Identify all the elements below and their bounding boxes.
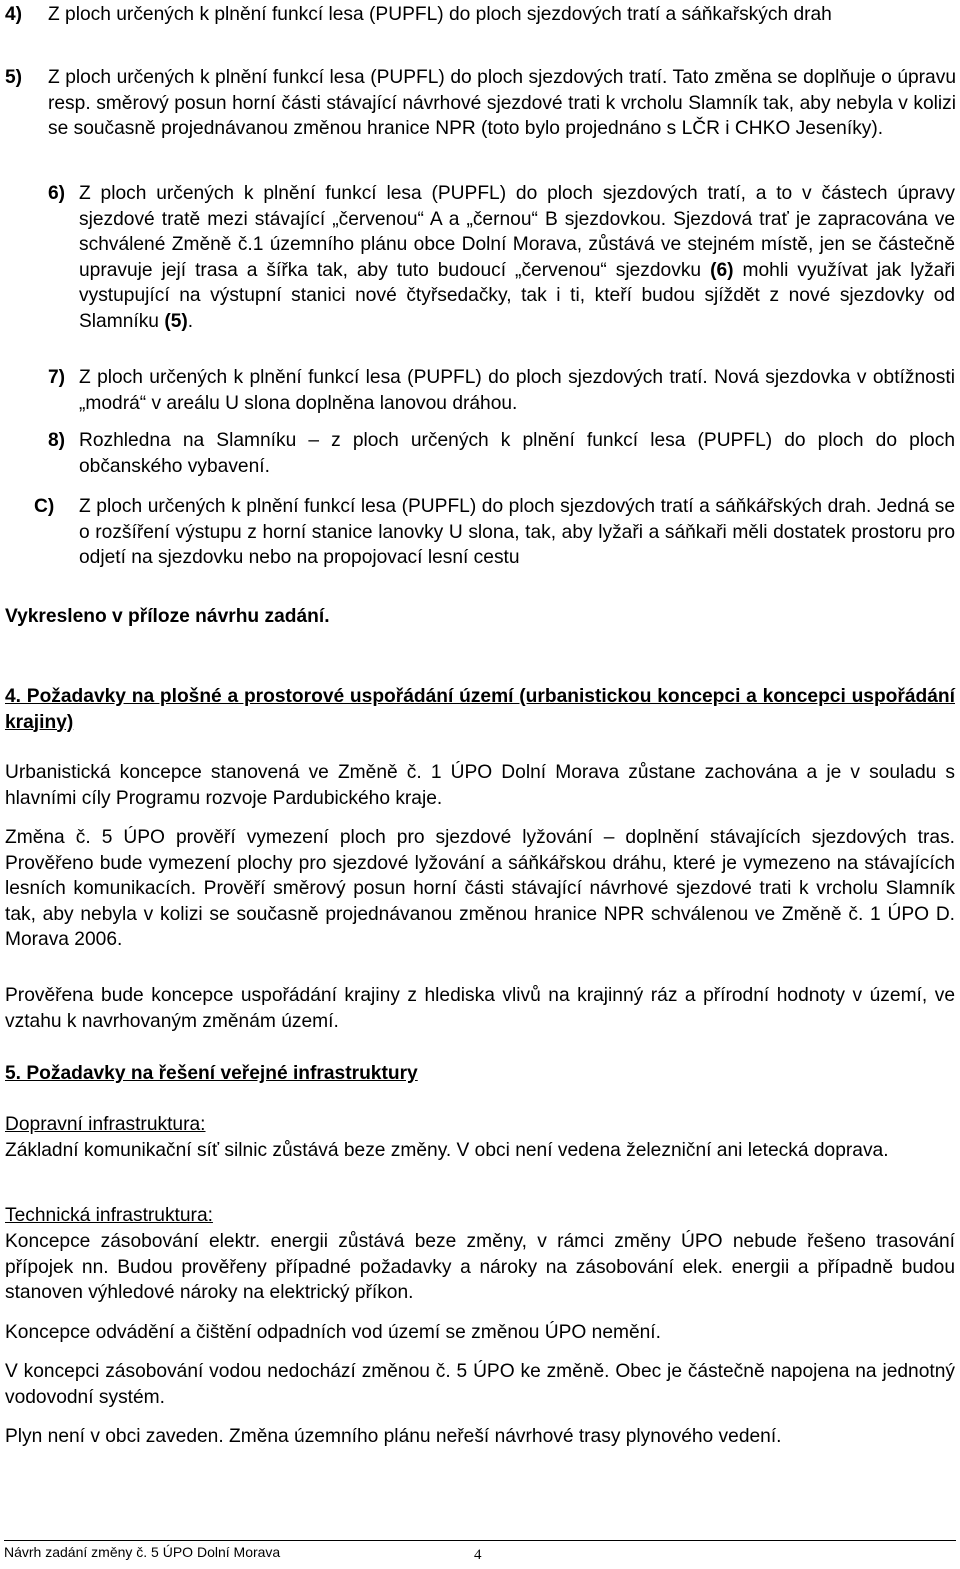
item-6-ref-5: (5) — [164, 310, 188, 332]
item-c-label: C) — [34, 496, 55, 517]
item-7-text: Z ploch určených k plnění funkcí lesa (PUPFL) do ploch sjezdových tratí. Nová sjezdovka v obtížnosti „modrá“ v areálu U slona doplněna lanovou dráhou. — [79, 367, 955, 414]
item-c-text: Z ploch určených k plnění funkcí lesa (PUPFL) do ploch sjezdových tratí a sáňkářských drah. Jedná se o rozšíření výstupu z horní stanice lanovky U slona, tak, aby lyžaři a sáňkaři měli dostatek prostoru pro odjetí na sjezdovku nebo na propojovací lesní cestu — [79, 496, 955, 568]
footer-divider — [4, 1540, 956, 1541]
item-7-label: 7) — [48, 367, 66, 388]
footer-title: Návrh zadání změny č. 5 ÚPO Dolní Morava — [4, 1544, 281, 1560]
section-4-paragraph-3: Prověřena bude koncepce uspořádání krajiny z hlediska vlivů na krajinný ráz a přírodní hodnoty v území, ve vztahu k navrhovaným změnám území. — [5, 985, 955, 1032]
technical-water: V koncepci zásobování vodou nedochází změnou č. 5 ÚPO ke změně. Obec je částečně napojena na jednotný vodovodní systém. — [5, 1361, 955, 1408]
item-5-label: 5) — [5, 67, 23, 88]
technical-gas: Plyn není v obci zaveden. Změna územního plánu neřeší návrhové trasy plynového vedení. — [5, 1426, 782, 1447]
section-4-paragraph-2: Změna č. 5 ÚPO prověří vymezení ploch pro sjezdové lyžování – doplnění stávajících sjezdových tras. Prověřeno bude vymezení plochy pro sjezdové lyžování a sáňkářskou dráhu, které je vymezeno na stávajících lesních komunikacích. Prověří směrový posun horní části stávající návrhové sjezdové trati k vrcholu Slamník tak, aby nebyla v kolizi se současně projednávanou změnou hranice NPR schválenou ve Změně č. 1 ÚPO D. Morava 2006. — [5, 827, 955, 950]
item-6-label: 6) — [48, 183, 66, 204]
technical-sewage: Koncepce odvádění a čištění odpadních vod území se změnou ÚPO nemění. — [5, 1322, 661, 1343]
section-5-heading: 5. Požadavky na řešení veřejné infrastruktury — [5, 1063, 418, 1084]
item-4-text: Z ploch určených k plnění funkcí lesa (PUPFL) do ploch sjezdových tratí a sáňkařských drah — [48, 4, 832, 25]
section-4-heading: 4. Požadavky na plošné a prostorové uspořádání území (urbanistickou koncepci a koncepci uspořádání krajiny) — [5, 686, 955, 733]
item-6-ref-6: (6) — [710, 259, 734, 281]
transport-text: Základní komunikační síť silnic zůstává beze změny. V obci není vedena železniční ani letecká doprava. — [5, 1140, 889, 1161]
transport-title: Dopravní infrastruktura: — [5, 1114, 206, 1135]
item-5-text: Z ploch určených k plnění funkcí lesa (PUPFL) do ploch sjezdových tratí. Tato změna se doplňuje o úpravu resp. směrový posun horní části stávající návrhové sjezdové trati k vrcholu Slamník tak, aby nebyla v kolizi se současně projednávanou změnou hranice NPR (toto bylo projednáno s LČR i CHKO Jeseníky). — [48, 67, 956, 139]
item-6-text: Z ploch určených k plnění funkcí lesa (PUPFL) do ploch sjezdových tratí, a to v částech úpravy sjezdové tratě mezi stávající „červenou“ A a „černou“ B sjezdovkou. Sjezdová trať je zapracována ve schválené Změně č.1 územního plánu obce Dolní Morava, zůstává ve stejném místě, jen se částečně upravuje její trasa a šířka tak, aby tuto budoucí „červenou“ sjezdovku (6) mohli využívat jak lyžaři vystupující na výstupní stanici nové čtyřsedačky, tak i ti, kteří budou sjíždět z nové sjezdovky od Slamníku (5). — [79, 183, 956, 332]
item-8-label: 8) — [48, 430, 66, 451]
technical-electricity: Koncepce zásobování elektr. energii zůstává beze změny, v rámci změny ÚPO nebude řešeno trasování přípojek nn. Budou prověřeny případné požadavky a nároky na zásobování elek. energii a případně budou stanoven výhledové nároky na elektrický příkon. — [5, 1231, 955, 1303]
section-4-paragraph-1: Urbanistická koncepce stanovená ve Změně č. 1 ÚPO Dolní Morava zůstane zachována a je v souladu s hlavními cíly Programu rozvoje Pardubického kraje. — [5, 762, 955, 809]
item-8-text: Rozhledna na Slamníku – z ploch určených k plnění funkcí lesa (PUPFL) do ploch do ploch občanského vybavení. — [79, 430, 955, 477]
drawn-note: Vykresleno v příloze návrhu zadání. — [5, 606, 330, 627]
technical-title: Technická infrastruktura: — [5, 1205, 213, 1226]
page-number: 4 — [474, 1547, 482, 1563]
item-4-label: 4) — [5, 4, 23, 25]
